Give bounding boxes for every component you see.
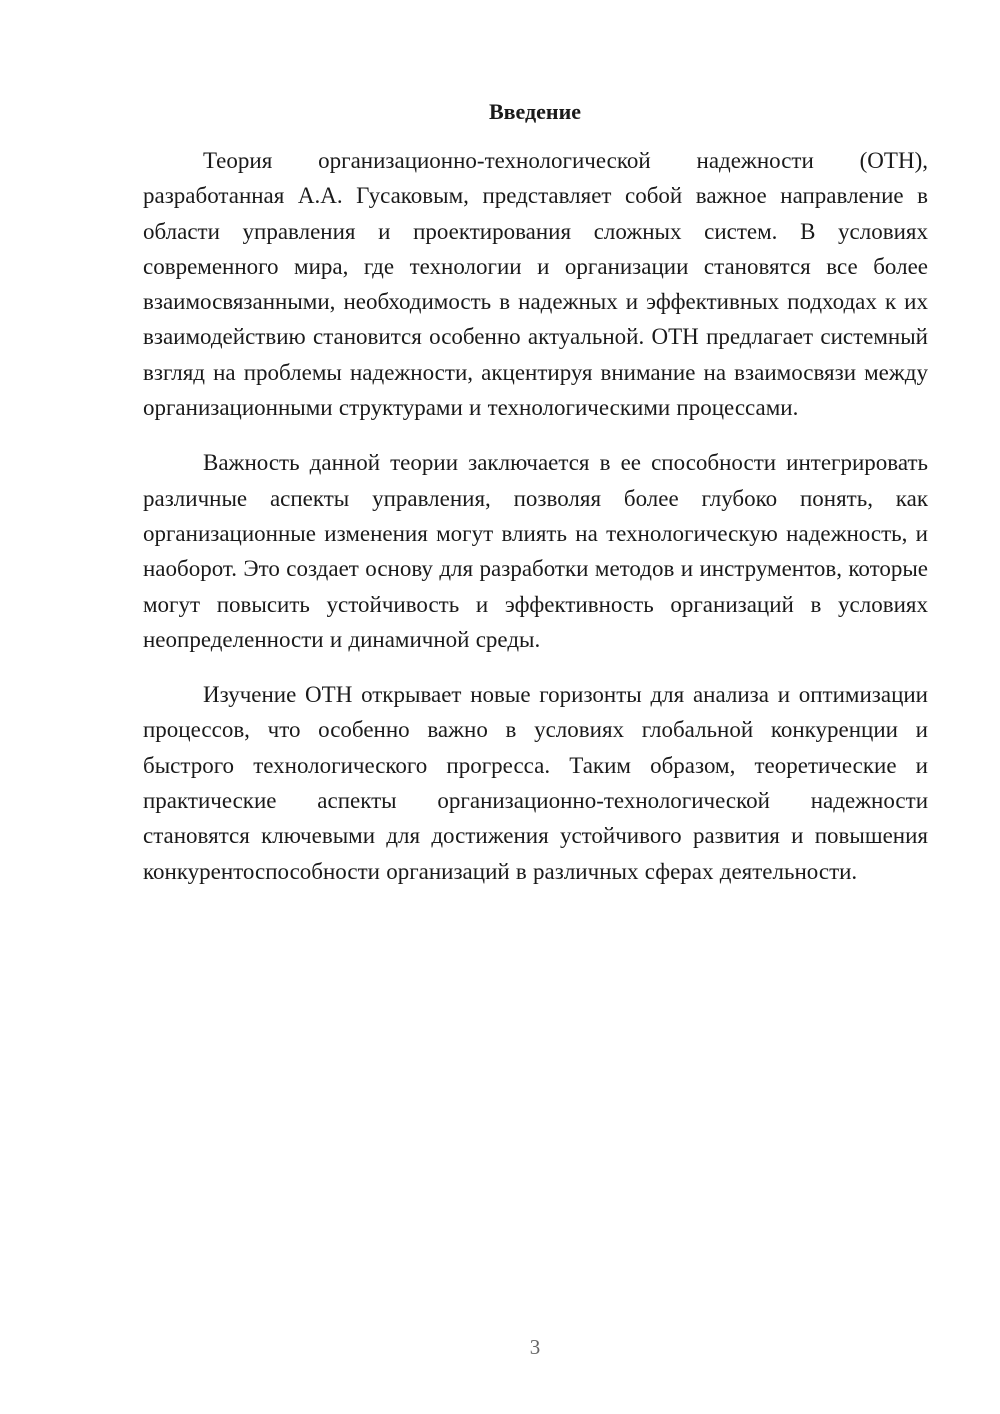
paragraph-1: Теория организационно-технологической надежности (ОТН), разработанная А.А. Гусаковым, представляет собой важное направление в области управления и проектирования сложных систем. В условиях современного мира, где технологии и организации становятся все более взаимосвязанными, необходимость в надежных и эффективных подходах к их взаимодействию становится особенно актуальной. ОТН предлагает системный взгляд на проблемы надежности, акцентируя внимание на взаимосвязи между организационными структурами и технологическими процессами. (143, 148, 928, 421)
paragraph-3: Изучение ОТН открывает новые горизонты для анализа и оптимизации процессов, что особенно важно в условиях глобальной конкуренции и быстрого технологического прогресса. Таким образом, теоретические и практические аспекты организационно-технологической надежности становятся ключевыми для достижения устойчивого развития и повышения конкурентоспособности организаций в различных сферах деятельности. (143, 682, 928, 884)
section-heading: Введение (488, 99, 582, 124)
paragraph-2: Важность данной теории заключается в ее способности интегрировать различные аспекты управления, позволяя более глубоко понять, как организационные изменения могут влиять на технологическую надежность, и наоборот. Это создает основу для разработки методов и инструментов, которые могут повысить устойчивость и эффективность организаций в условиях неопределенности и динамичной среды. (143, 450, 928, 652)
body-text (143, 143, 928, 909)
page-number: 3 (529, 1335, 541, 1359)
